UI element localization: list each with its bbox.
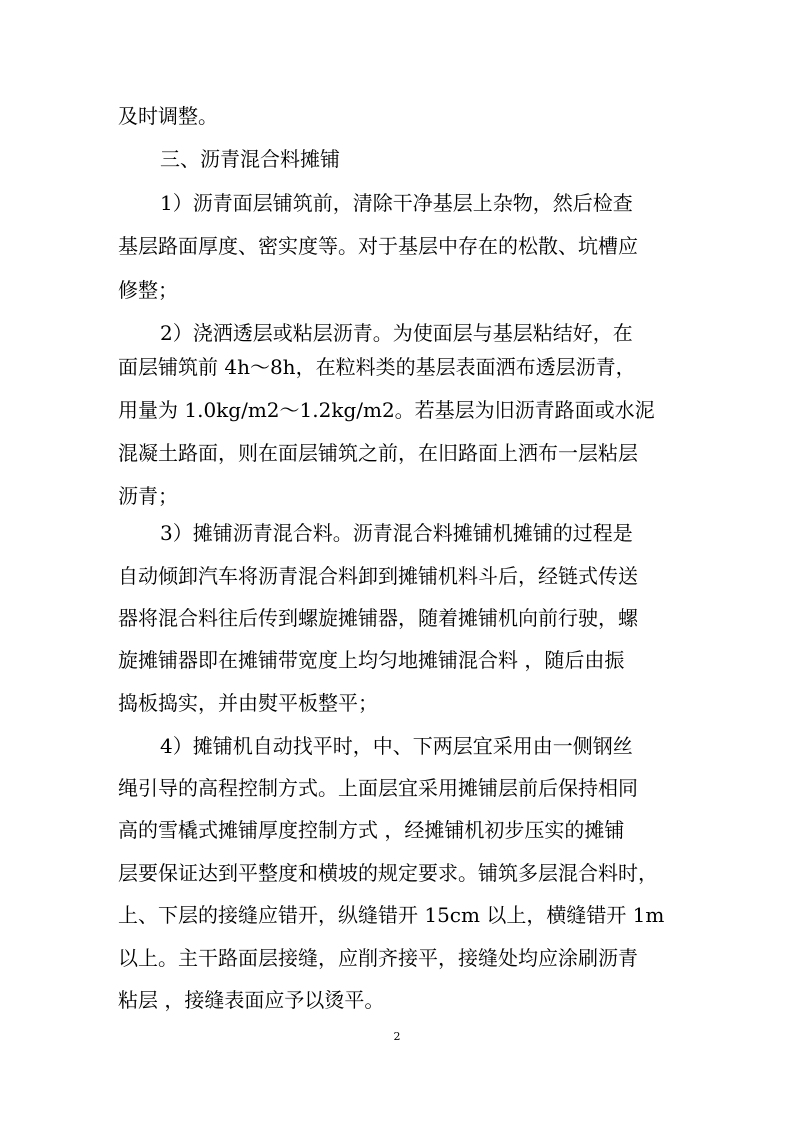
text-line: 2）浇洒透层或粘层沥青。为使面层与基层粘结好，在: [160, 321, 633, 345]
text-line: 沥青；: [118, 484, 178, 508]
text-line: 自动倾卸汽车将沥青混合料卸到摊铺机料斗后，经链式传送: [118, 564, 638, 588]
page-number: 2: [393, 1030, 401, 1043]
text-line: 及时调整。: [118, 104, 218, 128]
text-line: 器将混合料往后传到螺旋摊铺器，随着摊铺机向前行驶，螺: [118, 606, 638, 630]
text-line: 上、下层的接缝应错开，纵缝错开 15cm 以上，横缝错开 1m: [118, 903, 665, 927]
text-line: 以上。主干路面层接缝，应削齐接平，接缝处均应涂刷沥青: [118, 946, 638, 970]
text-line: 高的雪橇式摊铺厚度控制方式 ，经摊铺机初步压实的摊铺: [118, 818, 625, 842]
text-line: 捣板捣实，并由熨平板整平；: [118, 691, 378, 715]
text-line: 修整；: [118, 278, 178, 302]
text-line: 基层路面厚度、密实度等。对于基层中存在的松散、坑槽应: [118, 234, 638, 258]
text-line: 用量为 1.0kg/m2～1.2kg/m2。若基层为旧沥青路面或水泥: [118, 398, 655, 422]
text-line: 旋摊铺器即在摊铺带宽度上均匀地摊铺混合料 ，随后由振: [118, 648, 625, 672]
text-line: 层要保证达到平整度和横坡的规定要求。铺筑多层混合料时，: [118, 861, 658, 885]
section-heading: 三、沥青混合料摊铺: [160, 147, 340, 171]
text-line: 1）沥青面层铺筑前，清除干净基层上杂物，然后检查: [160, 191, 633, 215]
text-line: 粘层 ，接缝表面应予以烫平。: [118, 988, 385, 1012]
text-line: 绳引导的高程控制方式。上面层宜采用摊铺层前后保持相同: [118, 776, 638, 800]
text-line: 3）摊铺沥青混合料。沥青混合料摊铺机摊铺的过程是: [160, 521, 633, 545]
text-line: 4）摊铺机自动找平时，中、下两层宜采用由一侧钢丝: [160, 734, 633, 758]
text-line: 混凝土路面，则在面层铺筑之前，在旧路面上洒布一层粘层: [118, 441, 638, 465]
text-line: 面层铺筑前 4h～8h，在粒料类的基层表面洒布透层沥青，: [118, 355, 636, 379]
